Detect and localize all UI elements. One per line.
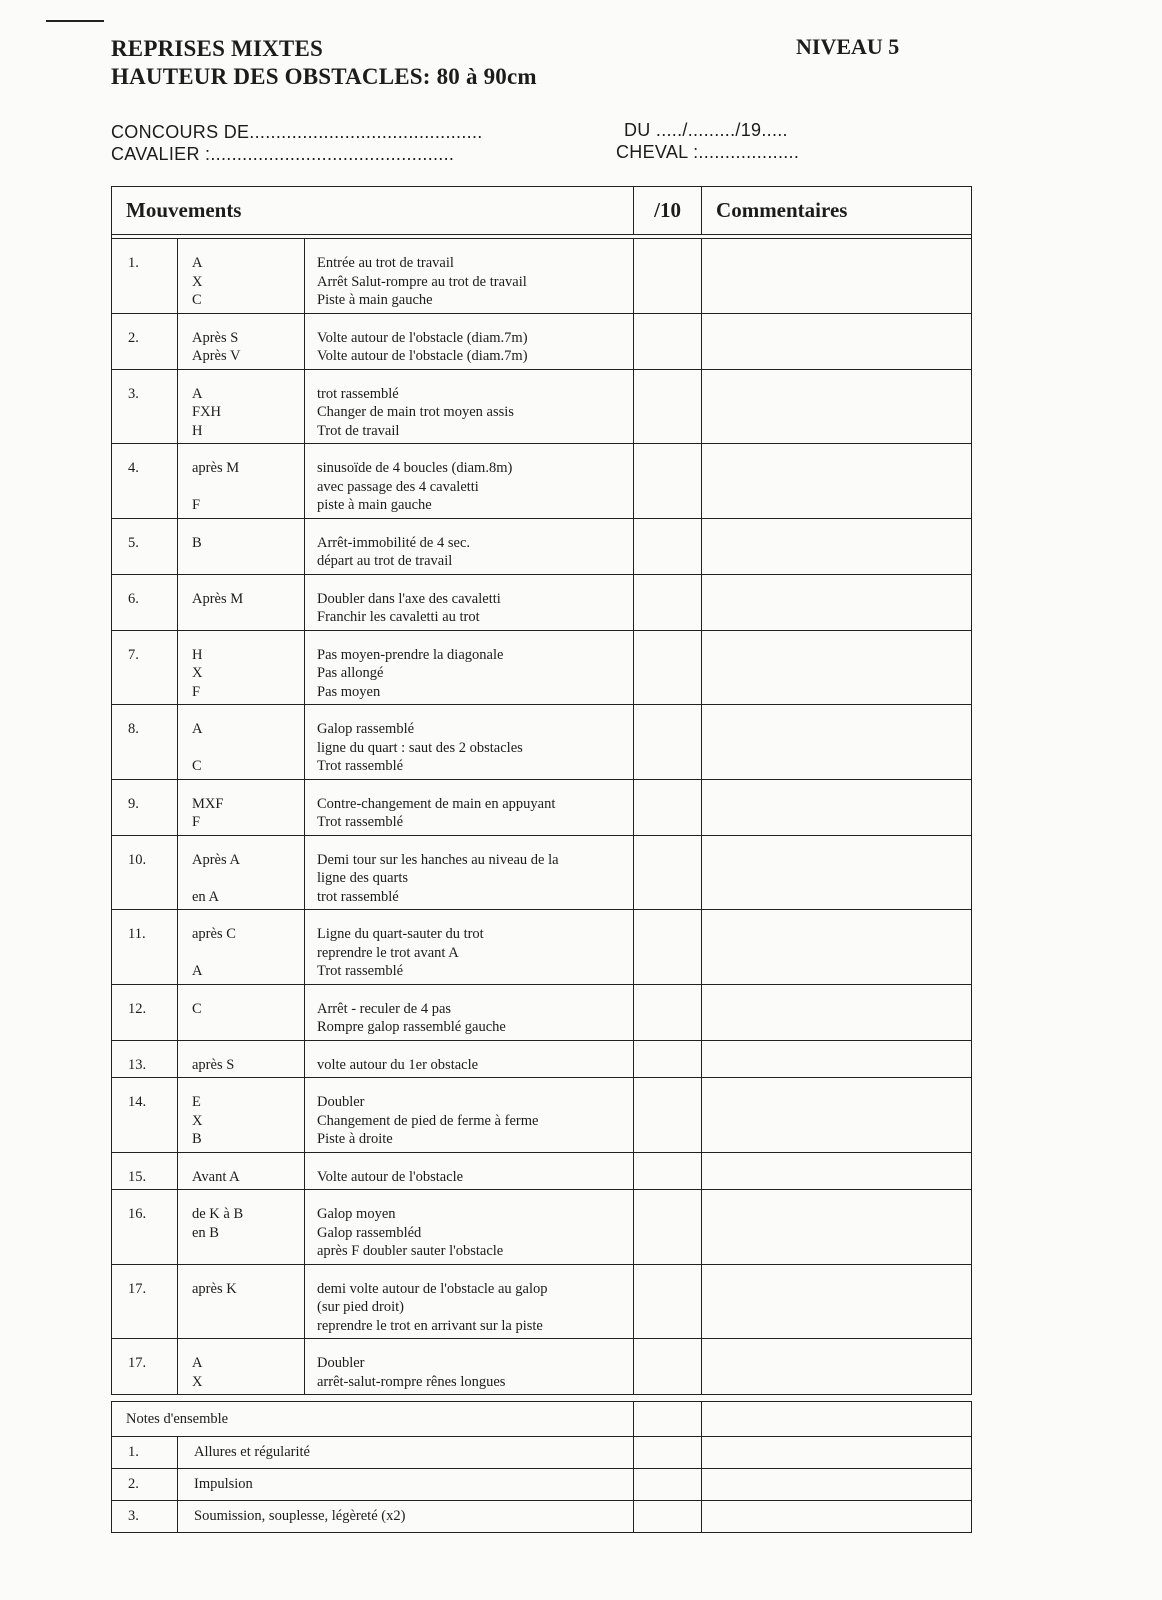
score-cell[interactable]	[634, 1339, 702, 1395]
header-comments: Commentaires	[702, 187, 972, 235]
cheval-field: CHEVAL :...................	[616, 142, 800, 162]
movement-number: 9.	[112, 779, 178, 835]
comment-cell[interactable]	[702, 1264, 972, 1339]
general-comment-cell[interactable]	[702, 1437, 972, 1469]
general-number: 3.	[112, 1501, 178, 1533]
movement-description: Arrêt-immobilité de 4 sec. départ au trot de travail	[305, 518, 634, 574]
notes-score-cell[interactable]	[634, 1402, 702, 1437]
movement-number: 14.	[112, 1078, 178, 1153]
movement-description: Contre-changement de main en appuyant Trot rassemblé	[305, 779, 634, 835]
score-cell[interactable]	[634, 779, 702, 835]
movement-position: A C	[178, 705, 305, 780]
comment-cell[interactable]	[702, 705, 972, 780]
comment-cell[interactable]	[702, 779, 972, 835]
table-row	[112, 1264, 972, 1339]
general-number: 2.	[112, 1469, 178, 1501]
cavalier-field: CAVALIER :..............................................	[111, 144, 455, 164]
title-line1: REPRISES MIXTES	[111, 36, 323, 61]
header-score: /10	[634, 187, 702, 235]
movement-number: 7.	[112, 630, 178, 705]
movement-number: 11.	[112, 910, 178, 985]
movement-description: Demi tour sur les hanches au niveau de la ligne des quarts trot rassemblé	[305, 835, 634, 910]
score-cell[interactable]	[634, 910, 702, 985]
table-row	[112, 574, 972, 630]
table-row	[112, 1339, 972, 1395]
movement-position: A X C	[178, 239, 305, 314]
score-cell[interactable]	[634, 1152, 702, 1190]
general-table	[111, 1401, 972, 1533]
comment-cell[interactable]	[702, 910, 972, 985]
score-cell[interactable]	[634, 835, 702, 910]
comment-cell[interactable]	[702, 1152, 972, 1190]
movement-position: B	[178, 518, 305, 574]
date-field: DU ...../........./19.....	[624, 120, 788, 140]
table-row	[112, 1190, 972, 1265]
movement-number: 3.	[112, 369, 178, 444]
movement-description: Volte autour de l'obstacle (diam.7m) Volte autour de l'obstacle (diam.7m)	[305, 313, 634, 369]
movement-position: A FXH H	[178, 369, 305, 444]
movement-position: E X B	[178, 1078, 305, 1153]
movement-number: 12.	[112, 984, 178, 1040]
header-movements: Mouvements	[112, 187, 634, 235]
movement-number: 15.	[112, 1152, 178, 1190]
general-number: 1.	[112, 1437, 178, 1469]
score-cell[interactable]	[634, 444, 702, 519]
comment-cell[interactable]	[702, 239, 972, 314]
movement-description: Ligne du quart-sauter du trot reprendre le trot avant A Trot rassemblé	[305, 910, 634, 985]
movement-description: Doubler arrêt-salut-rompre rênes longues	[305, 1339, 634, 1395]
movement-description: Doubler Changement de pied de ferme à ferme Piste à droite	[305, 1078, 634, 1153]
movement-position: C	[178, 984, 305, 1040]
movement-position: Après A en A	[178, 835, 305, 910]
notes-heading: Notes d'ensemble	[112, 1402, 634, 1437]
comment-cell[interactable]	[702, 1078, 972, 1153]
score-cell[interactable]	[634, 518, 702, 574]
table-row	[112, 313, 972, 369]
general-score-cell[interactable]	[634, 1469, 702, 1501]
comment-cell[interactable]	[702, 313, 972, 369]
general-body	[112, 1402, 972, 1533]
comment-cell[interactable]	[702, 1190, 972, 1265]
movement-number: 6.	[112, 574, 178, 630]
movement-position: après K	[178, 1264, 305, 1339]
general-label: Impulsion	[178, 1469, 634, 1501]
movement-position: Après M	[178, 574, 305, 630]
table-header	[112, 187, 972, 235]
movement-number: 8.	[112, 705, 178, 780]
title-line2: HAUTEUR DES OBSTACLES: 80 à 90cm	[111, 64, 537, 89]
score-cell[interactable]	[634, 1078, 702, 1153]
movement-description: trot rassemblé Changer de main trot moyen assis Trot de travail	[305, 369, 634, 444]
concours-field: CONCOURS DE............................................	[111, 122, 483, 142]
notes-heading-row	[112, 1402, 972, 1437]
movement-number: 1.	[112, 239, 178, 314]
score-cell[interactable]	[634, 574, 702, 630]
movement-position: H X F	[178, 630, 305, 705]
table-row	[112, 705, 972, 780]
comment-cell[interactable]	[702, 369, 972, 444]
general-row	[112, 1437, 972, 1469]
movement-description: sinusoïde de 4 boucles (diam.8m) avec passage des 4 cavaletti piste à main gauche	[305, 444, 634, 519]
movement-number: 10.	[112, 835, 178, 910]
comment-cell[interactable]	[702, 1040, 972, 1078]
movement-number: 16.	[112, 1190, 178, 1265]
general-label: Soumission, souplesse, légèreté (x2)	[178, 1501, 634, 1533]
movement-description: Arrêt - reculer de 4 pas Rompre galop rassemblé gauche	[305, 984, 634, 1040]
comment-cell[interactable]	[702, 574, 972, 630]
general-row	[112, 1501, 972, 1533]
table-row	[112, 779, 972, 835]
general-label: Allures et régularité	[178, 1437, 634, 1469]
movement-number: 17.	[112, 1264, 178, 1339]
level-label: NIVEAU 5	[796, 34, 900, 59]
table-row	[112, 630, 972, 705]
movement-description: Doubler dans l'axe des cavaletti Franchir les cavaletti au trot	[305, 574, 634, 630]
table-row	[112, 1152, 972, 1190]
notes-comment-cell[interactable]	[702, 1402, 972, 1437]
score-cell[interactable]	[634, 705, 702, 780]
movement-position: après C A	[178, 910, 305, 985]
movement-number: 17.	[112, 1339, 178, 1395]
movement-description: Entrée au trot de travail Arrêt Salut-rompre au trot de travail Piste à main gauche	[305, 239, 634, 314]
movement-number: 5.	[112, 518, 178, 574]
corner-dash	[46, 20, 104, 22]
score-cell[interactable]	[634, 313, 702, 369]
comment-cell[interactable]	[702, 444, 972, 519]
movement-description: Galop moyen Galop rassembléd après F doubler sauter l'obstacle	[305, 1190, 634, 1265]
movements-table	[111, 186, 972, 1395]
table-row	[112, 369, 972, 444]
movement-position: MXF F	[178, 779, 305, 835]
comment-cell[interactable]	[702, 518, 972, 574]
movement-position: après S	[178, 1040, 305, 1078]
movement-position: de K à B en B	[178, 1190, 305, 1265]
table-row	[112, 444, 972, 519]
score-sheet	[111, 186, 971, 1533]
table-row	[112, 239, 972, 314]
table-row	[112, 1040, 972, 1078]
movement-description: Pas moyen-prendre la diagonale Pas allongé Pas moyen	[305, 630, 634, 705]
movement-number: 4.	[112, 444, 178, 519]
movement-number: 2.	[112, 313, 178, 369]
table-row	[112, 910, 972, 985]
comment-cell[interactable]	[702, 984, 972, 1040]
score-cell[interactable]	[634, 984, 702, 1040]
score-cell[interactable]	[634, 1264, 702, 1339]
table-row	[112, 1078, 972, 1153]
movement-position: Avant A	[178, 1152, 305, 1190]
general-score-cell[interactable]	[634, 1437, 702, 1469]
movement-number: 13.	[112, 1040, 178, 1078]
score-cell[interactable]	[634, 369, 702, 444]
general-score-cell[interactable]	[634, 1501, 702, 1533]
score-cell[interactable]	[634, 239, 702, 314]
movement-position: Après S Après V	[178, 313, 305, 369]
table-row	[112, 984, 972, 1040]
movements-body	[112, 235, 972, 1395]
score-cell[interactable]	[634, 1040, 702, 1078]
table-row	[112, 518, 972, 574]
score-cell[interactable]	[634, 1190, 702, 1265]
movement-position: A X	[178, 1339, 305, 1395]
general-row	[112, 1469, 972, 1501]
general-comment-cell[interactable]	[702, 1501, 972, 1533]
movement-description: demi volte autour de l'obstacle au galop (sur pied droit) reprendre le trot en arrivant sur la piste	[305, 1264, 634, 1339]
comment-cell[interactable]	[702, 630, 972, 705]
movement-description: Galop rassemblé ligne du quart : saut des 2 obstacles Trot rassemblé	[305, 705, 634, 780]
comment-cell[interactable]	[702, 835, 972, 910]
comment-cell[interactable]	[702, 1339, 972, 1395]
table-row	[112, 835, 972, 910]
movement-description: Volte autour de l'obstacle	[305, 1152, 634, 1190]
movement-position: après M F	[178, 444, 305, 519]
movement-description: volte autour du 1er obstacle	[305, 1040, 634, 1078]
score-cell[interactable]	[634, 630, 702, 705]
general-comment-cell[interactable]	[702, 1469, 972, 1501]
